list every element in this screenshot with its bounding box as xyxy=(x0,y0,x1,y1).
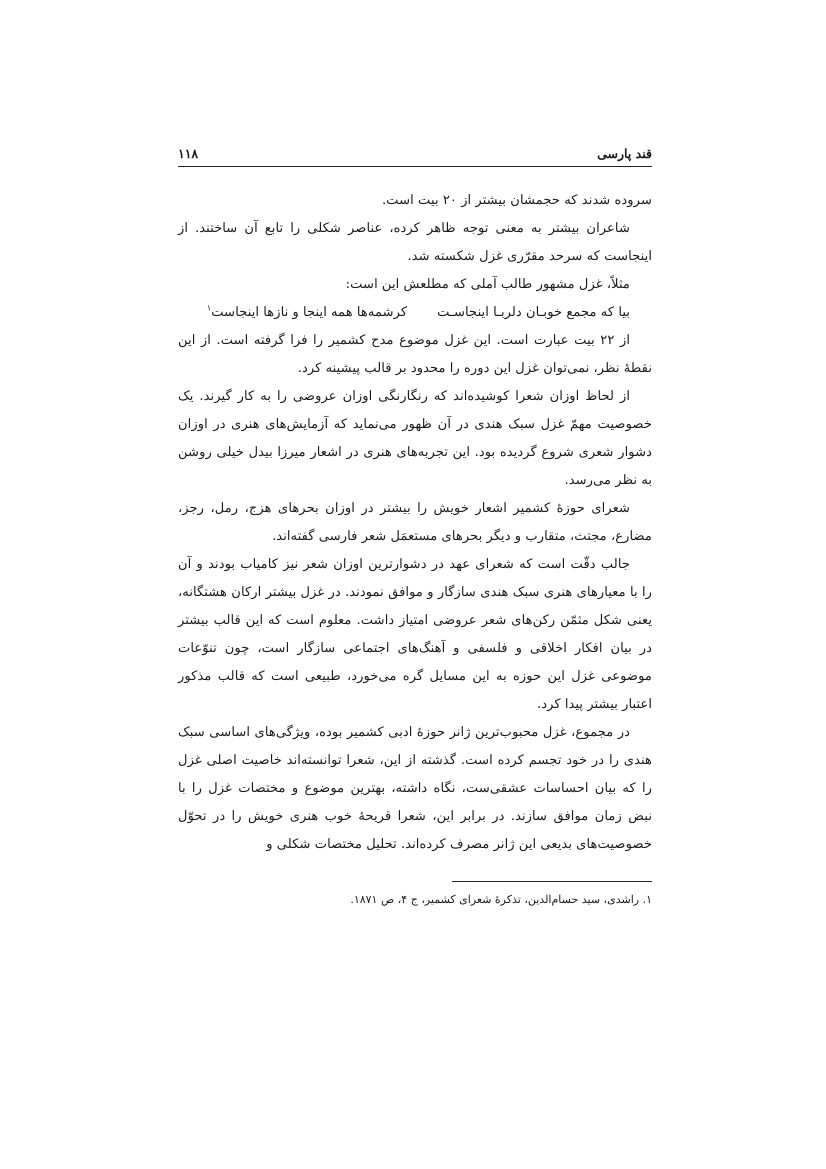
journal-title: قند پارسی xyxy=(597,146,652,161)
verse-hemistich-2: کرشمه‌ها همه اینجا و نازها اینجاست$^۱$ xyxy=(206,303,408,320)
page-number: ۱۱۸ xyxy=(178,146,199,161)
paragraph: جالب دقّت است که شعرای عهد در دشوارترین اوزان شعر نیز کامیاب بودند و آن را با معیارهای هنری سبک هندی سازگار و موافق نمودند. در غزل بیشتر ارکان هشتگانه، یعنی شکل مثمّن رکن‌های شعر عروضی امتیاز داشت. معلوم است که این قالب بیشتر در بیان افکار اخلاقی و فلسفی و آهنگ‌های اجتماعی سازگار است، چون تنوّعات موضوعی غزل این حوزه به این مسایل گره می‌خورد، طبیعی است که قالب مذکور اعتبار بیشتر پیدا کرد. xyxy=(178,557,652,712)
footnote-mark: ۱ xyxy=(206,303,212,313)
paragraph: سروده شدند که حجمشان بیشتر از ۲۰ بیت است. xyxy=(381,193,652,208)
paragraph: از لحاظ اوزان شعرا کوشیده‌اند که رنگارنگی اوزان عروضی را به کار گیرند. یک خصوصیت مهمّ غزل سبک هندی در آن ظهور می‌نماید که آزمایش‌های هنری در اوزان دشوار شعری شروع گردیده بود. این تجربه‌های هنری در اشعار میرزا بیدل خیلی روشن به نظر می‌رسد. xyxy=(178,389,652,488)
paragraph: مثلاً، غزل مشهور طالب آملی که مطلعش این است: xyxy=(345,277,630,292)
paragraph: شعرای حوزهٔ کشمیر اشعار خویش را بیشتر در اوزان بحرهای هزج، رمل، رجز، مضارع، مجتث، متقارب و دیگر بحرهای مستعمَل شعر فارسی گفته‌اند. xyxy=(178,501,652,544)
footnote: ۱. راشدی، سید حسام‌الدین، تذکرهٔ شعرای کشمیر، ج ۴، ص ۱۸۷۱. xyxy=(350,893,652,906)
paragraph: شاعران بیشتر به معنی توجه ظاهر کرده، عناصر شکلی را تابع آن ساختند. از اینجاست که سرحد مقرّری غزل شکسته شد. xyxy=(178,221,652,264)
paragraph: از ۲۲ بیت عبارت است. این غزل موضوع مدح کشمیر را فرا گرفته است. از این نقطهٔ نظر، نمی‌توان غزل این دوره را محدود بر قالب پیشینه کرد. xyxy=(178,333,652,376)
footnote-divider xyxy=(452,881,652,882)
verse-couplet xyxy=(178,299,652,327)
body-text xyxy=(178,187,652,859)
paragraph: در مجموع، غزل محبوب‌ترین ژانر حوزهٔ ادبی کشمیر بوده، ویژگی‌های اساسی سبک هندی را در خود تجسم کرده است. گذشته از این، شعرا توانسته‌اند خاصیت اصلی غزل را که بیان احساسات عشقی‌ست، نگاه داشته، بهترین موضوع و مختصات غزل را با نبض زمان موافق سازند. در برابر این، شعرا قریحهٔ خوب هنری خویش را در تحوّل خصوصیت‌های بدیعی این ژانر مصرف کرده‌اند. تحلیل مختصات شکلی و xyxy=(178,725,652,852)
running-header xyxy=(178,142,652,167)
verse-hemistich-1: بیا که مجمع خوبـان دلربـا اینجاسـت xyxy=(437,305,630,320)
